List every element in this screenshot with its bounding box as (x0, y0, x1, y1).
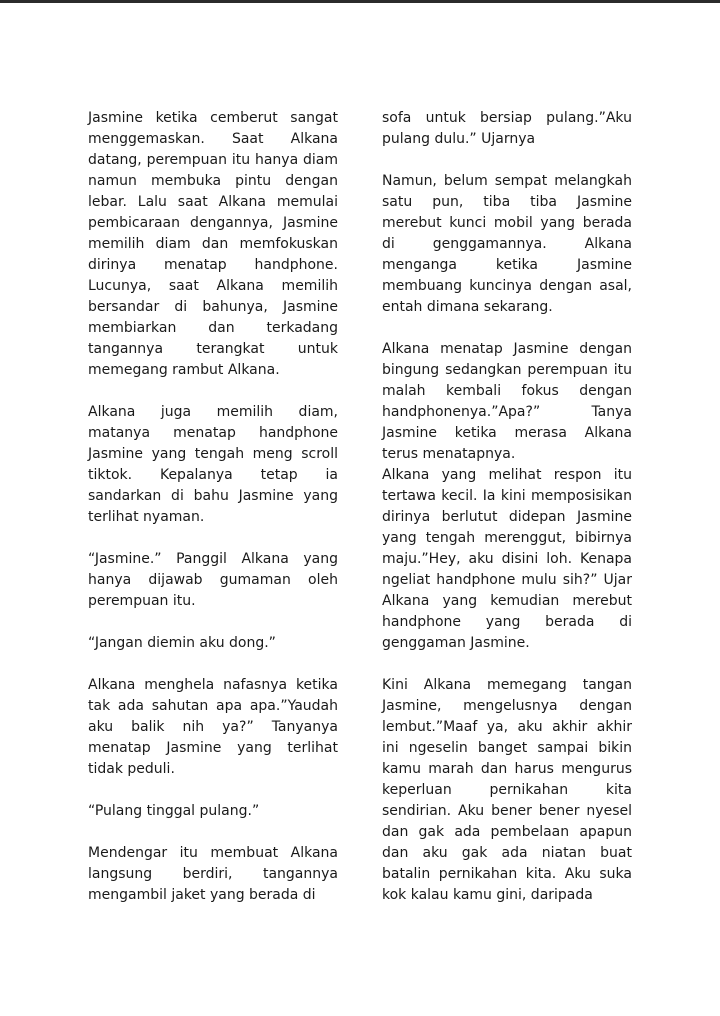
paragraph: “Pulang tinggal pulang.” (88, 803, 260, 819)
right-text-column (382, 108, 632, 927)
paragraph: Jasmine ketika cemberut sangat menggemaskan. Saat Alkana datang, perempuan itu hanya diam namun membuka pintu dengan lebar. Lalu saat Alkana memulai pembicaraan dengannya, Jasmine memilih diam dan memfokuskan dirinya menatap handphone. Lucunya, saat Alkana memilih bersandar di bahunya, Jasmine membiarkan dan terkadang tangannya terangkat untuk memegang rambut Alkana. (88, 110, 338, 378)
paragraph: Alkana menatap Jasmine dengan bingung sedangkan perempuan itu malah kembali fokus dengan handphonenya.”Apa?” Tanya Jasmine ketika merasa Alkana terus menatapnya. (382, 341, 632, 462)
paragraph: “Jangan diemin aku dong.” (88, 635, 276, 651)
left-text-column (88, 108, 338, 927)
paragraph: Alkana juga memilih diam, matanya menatap handphone Jasmine yang tengah meng scroll tiktok. Kepalanya tetap ia sandarkan di bahu Jasmine yang terlihat nyaman. (88, 404, 338, 525)
top-border (0, 0, 720, 3)
paragraph: Mendengar itu membuat Alkana langsung berdiri, tangannya mengambil jaket yang berada di (88, 845, 338, 903)
paragraph: “Jasmine.” Panggil Alkana yang hanya dijawab gumaman oleh perempuan itu. (88, 551, 338, 609)
paragraph: Kini Alkana memegang tangan Jasmine, mengelusnya dengan lembut.”Maaf ya, aku akhir akhir ini ngeselin banget sampai bikin kamu marah dan harus mengurus keperluan pernikahan kita sendirian. Aku bener bener nyesel dan gak ada pembelaan apapun dan aku gak ada niatan buat batalin pernikahan kita. Aku suka kok kalau kamu gini, daripada (382, 677, 632, 903)
paragraph: Alkana yang melihat respon itu tertawa kecil. Ia kini memposisikan dirinya berlutut didepan Jasmine yang tengah merenggut, bibirnya maju.”Hey, aku disini loh. Kenapa ngeliat handphone mulu sih?” Ujar Alkana yang kemudian merebut handphone yang berada di genggaman Jasmine. (382, 467, 632, 651)
paragraph: Alkana menghela nafasnya ketika tak ada sahutan apa apa.”Yaudah aku balik nih ya?” Tanyanya menatap Jasmine yang terlihat tidak peduli. (88, 677, 338, 777)
paragraph: sofa untuk bersiap pulang.”Aku pulang dulu.” Ujarnya (382, 110, 632, 147)
paragraph: Namun, belum sempat melangkah satu pun, tiba tiba Jasmine merebut kunci mobil yang berada di genggamannya. Alkana menganga ketika Jasmine membuang kuncinya dengan asal, entah dimana sekarang. (382, 173, 632, 315)
